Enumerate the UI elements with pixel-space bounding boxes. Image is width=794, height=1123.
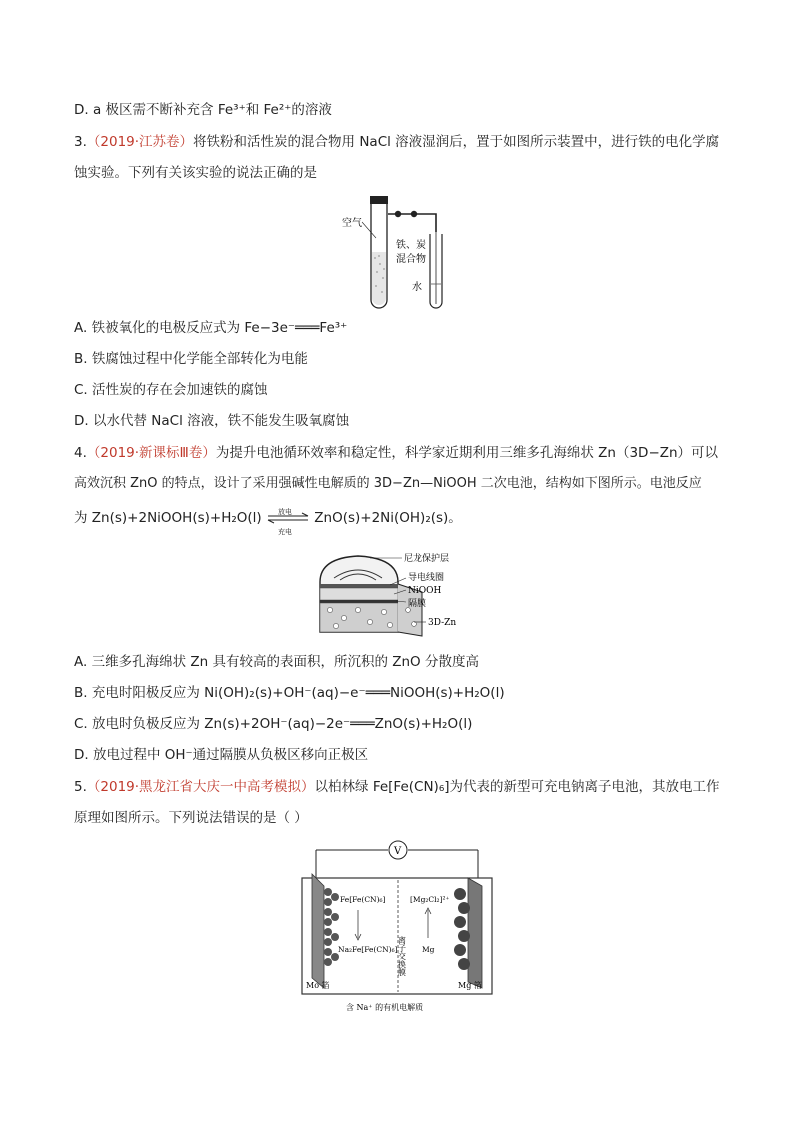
q4-option-b: B. 充电时阳极反应为 Ni(OH)₂(s)+OH⁻(aq)−e⁻═══NiOOH(s)+H₂O(l) — [74, 685, 505, 701]
q4-number: 4. — [74, 445, 87, 461]
q4-stem-line1 — [74, 443, 718, 463]
q3-text: 将铁粉和活性炭的混合物用 NaCl 溶液湿润后，置于如图所示装置中，进行铁的电化学腐 — [193, 134, 720, 150]
q4-option-c: C. 放电时负极反应为 Zn(s)+2OH⁻(aq)−2e⁻═══ZnO(s)+H₂O(l) — [74, 716, 473, 732]
q3-option-b: B. 铁腐蚀过程中化学能全部转化为电能 — [74, 351, 308, 367]
discharge-label: 放电 — [277, 508, 292, 516]
q4-source: （2019·新课标Ⅲ卷） — [86, 445, 216, 461]
q4-equation — [74, 508, 462, 536]
mg-foil-label: Mg 箔 — [458, 981, 482, 990]
q3-number: 3. — [74, 134, 87, 150]
q4-battery-figure — [310, 548, 490, 644]
q5-stem-line1 — [74, 777, 720, 797]
reversible-arrow — [266, 508, 310, 536]
q2-option-d: D. a 极区需不断补充含 Fe³⁺和 Fe²⁺的溶液 — [74, 102, 332, 118]
membrane-label: 离子交换膜 — [397, 936, 407, 976]
nylon-layer-label: 尼龙保护层 — [404, 554, 450, 564]
q3-option-a: A. 铁被氧化的电极反应式为 Fe−3e⁻═══Fe³⁺ — [74, 320, 348, 336]
equation-right: ZnO(s)+2Ni(OH)₂(s)。 — [314, 510, 462, 526]
q5-number: 5. — [74, 779, 87, 795]
right-top-label: [Mg₂Cl₂]²⁺ — [410, 895, 450, 904]
mo-foil-icon — [312, 874, 324, 988]
q3-stem-line1 — [74, 132, 719, 152]
q4-option-d: D. 放电过程中 OH⁻通过隔膜从负极区移向正极区 — [74, 747, 369, 763]
connecting-tube-icon — [388, 214, 436, 232]
q5-source: （2019·黑龙江省大庆一中高考模拟） — [86, 779, 315, 795]
q4-text: 为提升电池循环效率和稳定性，科学家近期利用三维多孔海绵状 Zn（3D−Zn）可以 — [215, 445, 719, 461]
iron-carbon-mixture-fill — [372, 252, 386, 305]
3d-zn-label: 3D-Zn — [428, 618, 457, 628]
mixture-label-1: 铁、炭 — [396, 240, 426, 251]
mg-foil-icon — [468, 878, 482, 988]
electrolyte-caption: 含 Na⁺ 的有机电解质 — [346, 1003, 424, 1012]
left-top-label: Fe[Fe(CN)₆] — [340, 895, 386, 904]
q5-text: 以柏林绿 Fe[Fe(CN)₆]为代表的新型可充电钠离子电池，其放电工作 — [314, 779, 720, 795]
q5-battery-figure — [298, 838, 498, 1018]
q3-stem-line2: 蚀实验。下列有关该实验的说法正确的是 — [74, 165, 317, 181]
left-bottom-label: Na₂Fe[Fe(CN)₆] — [338, 945, 398, 954]
mixture-label-2: 混合物 — [396, 254, 426, 265]
stopper-icon — [370, 196, 388, 204]
q3-option-c: C. 活性炭的存在会加速铁的腐蚀 — [74, 382, 268, 398]
q3-option-d: D. 以水代替 NaCl 溶液，铁不能发生吸氧腐蚀 — [74, 413, 350, 429]
q3-apparatus-figure — [340, 192, 470, 314]
separator-label: 隔膜 — [408, 599, 427, 609]
right-bottom-label: Mg — [422, 945, 435, 954]
voltmeter-label: V — [394, 846, 402, 857]
q4-option-a: A. 三维多孔海绵状 Zn 具有较高的表面积，所沉积的 ZnO 分散度高 — [74, 654, 479, 670]
q3-source: （2019·江苏卷） — [86, 134, 194, 150]
water-label: 水 — [412, 282, 422, 293]
q4-stem-line2: 高效沉积 ZnO 的特点，设计了采用强碱性电解质的 3D−Zn—NiOOH 二次电池，结构如下图所示。电池反应 — [74, 476, 702, 491]
air-label: 空气 — [342, 218, 362, 229]
q5-stem-line2: 原理如图所示。下列说法错误的是（ ） — [74, 810, 308, 826]
niooh-label: NiOOH — [408, 586, 442, 596]
coil-label: 导电线圈 — [408, 573, 445, 583]
equation-left: 为 Zn(s)+2NiOOH(s)+H₂O(l) — [74, 510, 262, 526]
charge-label: 充电 — [277, 528, 292, 536]
mo-foil-label: Mo 箔 — [306, 981, 330, 990]
